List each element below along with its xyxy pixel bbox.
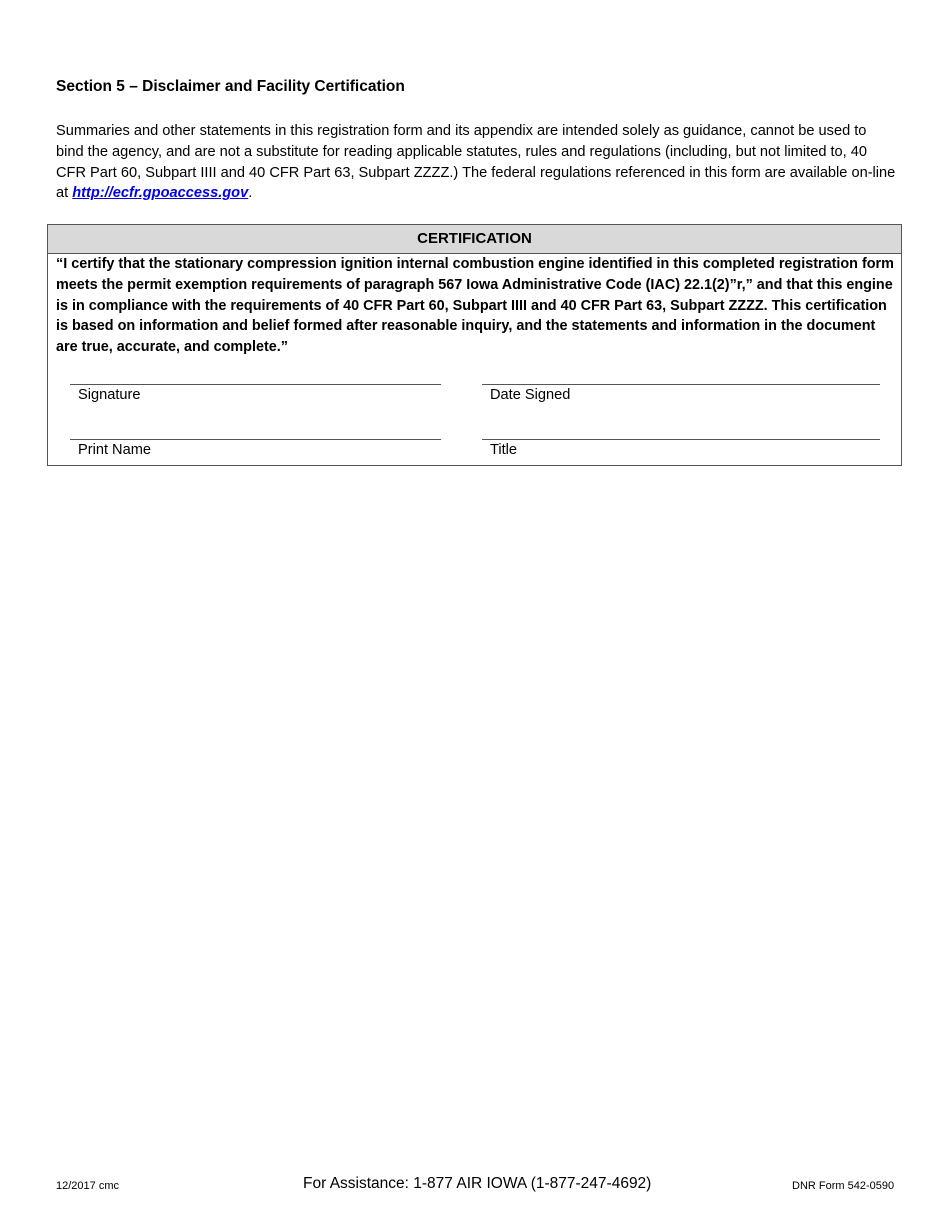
date-signed-label: Date Signed bbox=[490, 387, 571, 403]
certification-statement: “I certify that the stationary compression ignition internal combustion engine identified in this completed registration form meets the permit exemption requirements of paragraph 567 Iowa Administrative Code (IAC) 22.1(2)”r,” and that this engine is in compliance with the requirements of 40 CFR Part 60, Subpart IIII and 40 CFR Part 63, Subpart ZZZZ. This certification is based on information and belief formed after reasonable inquiry, and the statements and information in the document are true, accurate, and complete.” bbox=[56, 256, 894, 356]
signature-line[interactable] bbox=[70, 384, 441, 385]
ecfr-link[interactable]: http://ecfr.gpoaccess.gov bbox=[72, 185, 249, 202]
signature-label: Signature bbox=[78, 387, 141, 403]
print-name-line[interactable] bbox=[70, 439, 441, 440]
print-name-label: Print Name bbox=[78, 442, 151, 458]
certification-box bbox=[47, 224, 902, 466]
footer-form-number: DNR Form 542-0590 bbox=[792, 1180, 895, 1192]
footer-assistance: For Assistance: 1-877 AIR IOWA (1-877-247-4692) bbox=[303, 1175, 652, 1192]
title-line[interactable] bbox=[482, 439, 880, 440]
date-signed-line[interactable] bbox=[482, 384, 880, 385]
disclaimer-text: Summaries and other statements in this registration form and its appendix are intended solely as guidance, cannot be used to bind the agency, and are not a substitute for reading applicable statutes, rules and regulations (including, but not limited to, 40 CFR Part 60, Subpart IIII and 40 CFR Part 63, Subpart ZZZZ.) The federal regulations referenced in this form are available on-line at bbox=[56, 123, 896, 202]
certification-header: CERTIFICATION bbox=[48, 225, 901, 254]
section-title: Section 5 – Disclaimer and Facility Certification bbox=[56, 78, 405, 95]
footer-revision: 12/2017 cmc bbox=[56, 1180, 119, 1192]
title-label: Title bbox=[490, 442, 518, 458]
disclaimer-paragraph bbox=[56, 121, 896, 204]
disclaimer-end: . bbox=[248, 185, 253, 202]
